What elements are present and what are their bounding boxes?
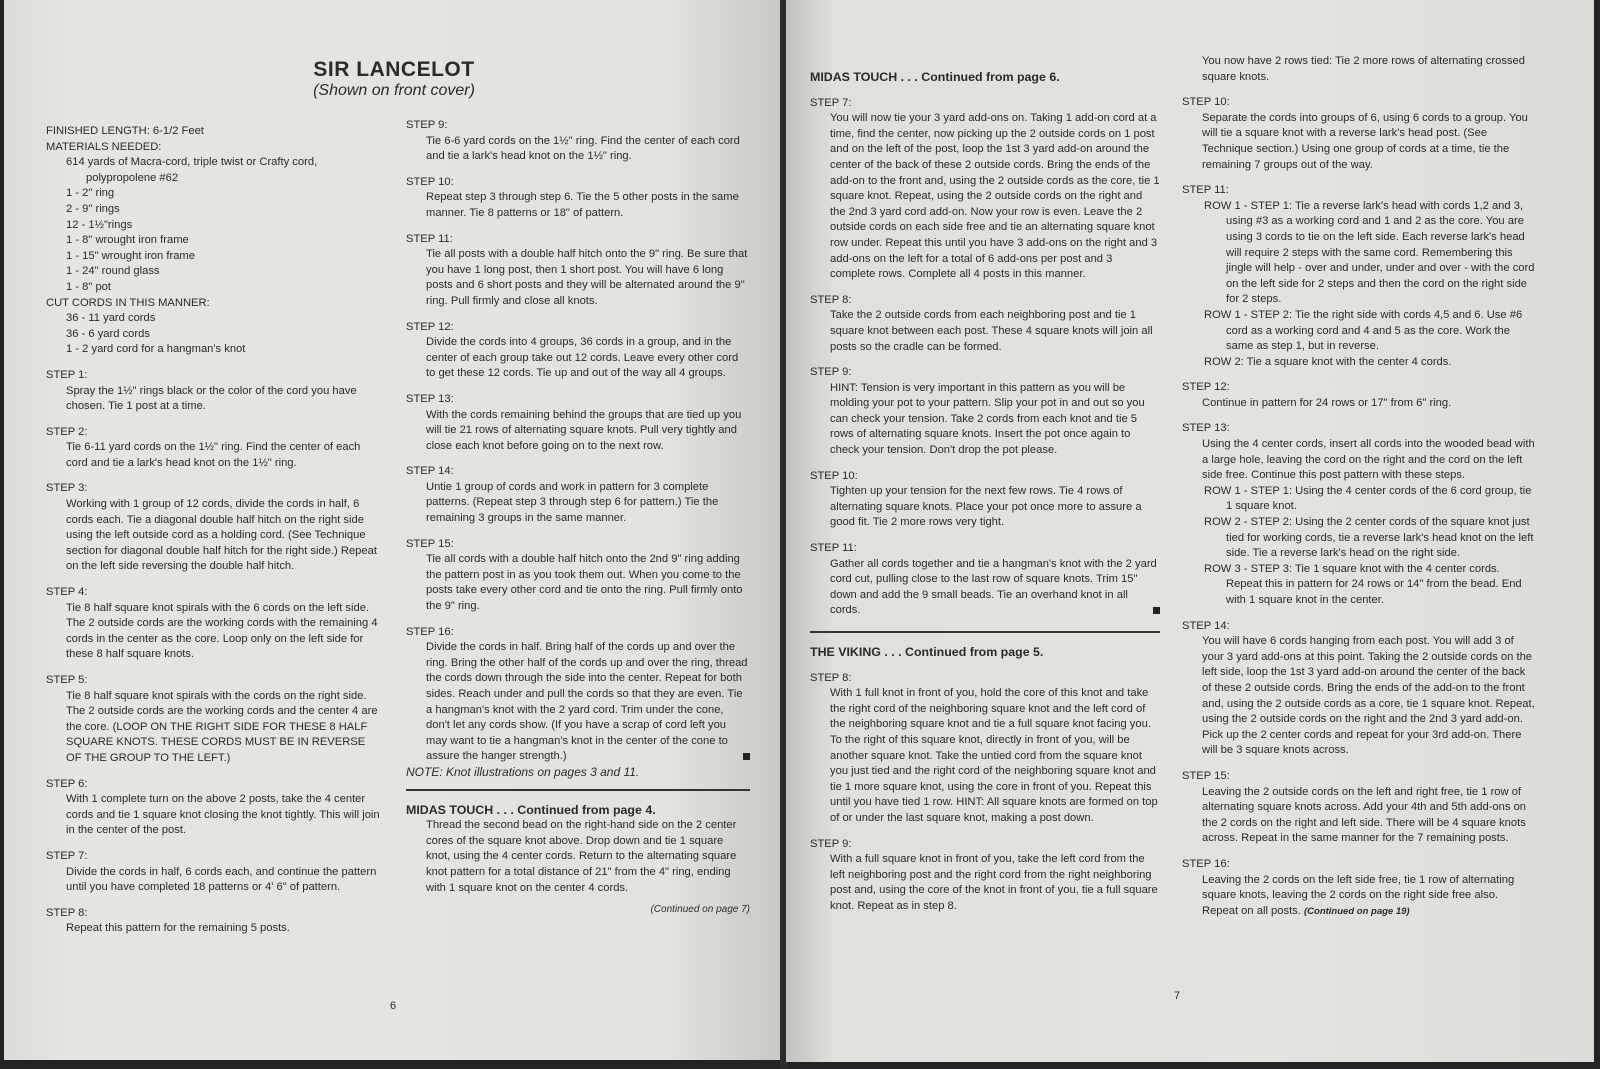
right-page-column-2 (1182, 54, 1536, 919)
step-block (810, 671, 1160, 827)
page-number: 6 (390, 1000, 397, 1012)
material-item: 1 - 24" round glass (66, 265, 160, 278)
step-text: Tie 8 half square knot spirals with the 6 cords on the left side. The 2 outside cords are the working cords with the remaining 4 cords in the center as the core. Loop only on the left side for these 8 half square knots. (66, 601, 378, 661)
finished-length: FINISHED LENGTH: 6-1/2 Feet (46, 125, 204, 137)
step-block (1182, 95, 1536, 173)
step-label: STEP 8: (810, 293, 852, 306)
step-text: With the cords remaining behind the groups that are tied up you will tie 21 rows of alternating square knots. Pull very tightly and close each knot before going on to the next row. (426, 408, 742, 452)
end-mark-icon (1153, 607, 1160, 614)
step-block (46, 849, 382, 896)
step-block (406, 464, 750, 526)
step-text: Tie all cords with a double half hitch onto the 2nd 9" ring adding the pattern post in as you took them out. When you come to the posts take every other cord and tie onto the ring. Pull firmly onto the 9" ring. (426, 553, 743, 613)
step-block (406, 625, 750, 765)
step-label: STEP 8: (46, 906, 88, 919)
step-block (46, 368, 382, 415)
step-text: Divide the cords in half, 6 cords each, and continue the pattern until you have completed 18 patterns or 4' 6" of pattern. (66, 865, 377, 894)
midas-touch-heading: MIDAS TOUCH . . . Continued from page 4. (406, 802, 656, 817)
step-label: STEP 5: (46, 674, 88, 686)
step-block (406, 320, 750, 382)
step-text: Working with 1 group of 12 cords, divide the cords in half, 6 cords each. Tie a diagonal double half hitch on the right side using the left outside cord as a holding cord. (See Technique section for diagonal double half hitch for the right side.) Repeat on the left side reversing the double half hitch. (66, 498, 377, 573)
cut-cords-heading: CUT CORDS IN THIS MANNER: (46, 296, 210, 309)
section-divider (810, 631, 1160, 633)
step-label: STEP 10: (1182, 96, 1230, 109)
step-text: Divide the cords in half. Bring half of the cords up and over the ring. Bring the other half of the cords up and over the ring, thread the cords down through the side into the center. Repeat for both sides. Reach under and pull the cords so that they are even. Tie a hangman's knot with the 2 yard cord. Trim under the cone, don't let any cords show. (If you have a scrap of cord left you may want to tie a hangman's knot in the center of the cone to assure the hanger strength.) (406, 640, 750, 765)
step-text: With 1 full knot in front of you, hold the core of this knot and take the right cord of the neighboring square knot and the left cord of the neighboring square knot and tie a full square knot facing you. To the right of this square knot, directly in front of you, will be another square knot. Take the untied cord from the square knot you just tied and the right cord of the neighboring square knot and tie 1 more square knot, using the core in front of you. Repeat this until you have tied 1 row. HINT: All square knots are formed on top of or under the last square knot, making a post down. (830, 687, 1158, 824)
step-label: STEP 13: (406, 392, 454, 405)
step-text: With 1 complete turn on the above 2 posts, take the 4 center cords and tie 1 square knot closing the knot tightly. This will join in the center of the post. (66, 793, 380, 837)
step-block (1182, 619, 1536, 759)
step-label: STEP 14: (406, 465, 454, 478)
right-page (786, 0, 1594, 1062)
step-label: STEP 11: (406, 232, 453, 245)
step-block (1182, 421, 1536, 608)
step-text: Take the 2 outside cords from each neighboring post and tie 1 square knot between each post. These 4 square knots will join all posts so the cradle can be formed. (830, 309, 1153, 353)
materials-list (46, 155, 382, 295)
right-page-column-1 (810, 70, 1160, 915)
step-text: Tie all posts with a double half hitch onto the 9" ring. Be sure that you have 1 long post, then 1 short post. You will have 6 long posts and 6 short posts and they will be alternated around the 9" ring. Pull firmly and close all knots. (426, 248, 748, 307)
midas-touch-text: Thread the second bead on the right-hand side on the 2 center cores of the square knot above. Drop down and tie 1 square knot, using the 4 center cords. Return to the alternating square knot pattern for a total distance of 21" from the 4" ring, ending with 1 square knot on the center 4 cords. (426, 819, 737, 894)
step-block (46, 906, 382, 937)
step-block (46, 481, 382, 575)
step-text: Leaving the 2 outside cords on the left and right free, tie 1 row of alternating square knots across. Add your 4th and 5th add-ons on the 2 cords on the right and left side. There will be 4 square knots across. Repeat in the same manner for the 7 remaining posts. (1202, 785, 1527, 845)
step-text: Gather all cords together and tie a hangman's knot with the 2 yard cord cut, pulling close to the last row of square knots. Trim 15" down and add the 9 small beads. Tie an overhand knot in all cords. (810, 557, 1160, 619)
step-block (406, 537, 750, 615)
step-label: STEP 11: (810, 542, 857, 555)
step-block (406, 392, 750, 454)
intro-text: You now have 2 rows tied: Tie 2 more rows of alternating crossed square knots. (1202, 55, 1525, 83)
step-text: Tighten up your tension for the next few rows. Tie 4 rows of alternating square knots. Place your pot once more to assure a good fit. Tie 2 more rows very tight. (830, 485, 1142, 529)
step-block (46, 585, 382, 663)
step-text: You will have 6 cords hanging from each post. You will add 3 of your 3 yard add-ons at this point. Taking the 2 outside cords on the left side, loop the 1st 3 yard add-on around the center of the back of these 2 outside cords. Bring the ends of the add-on to the front and, using the 2 outside cords as a core, tie 1 square knot. Repeat, using the 2 outside cords on the right and the 2nd 3 yard add-on. Pick up the 2 center cords and repeat for your 3rd add-on. There will be 3 square knots across. (1202, 635, 1535, 757)
step-text: Continue in pattern for 24 rows or 17" from 6" ring. (1202, 396, 1452, 409)
step-block (406, 175, 750, 222)
step-label: STEP 13: (1182, 422, 1230, 435)
material-item: 1 - 8" wrought iron frame (66, 234, 189, 247)
step-label: STEP 4: (46, 586, 88, 599)
step-block (406, 232, 750, 310)
continued-note: (Continued on page 19) (1304, 905, 1410, 917)
step-label: STEP 10: (810, 469, 858, 482)
left-page-column-1 (46, 124, 382, 937)
step-label: STEP 10: (406, 175, 454, 188)
step-block (46, 673, 382, 767)
end-mark-icon (743, 753, 750, 760)
cut-cords-list (46, 311, 382, 358)
viking-heading: THE VIKING . . . Continued from page 5. (810, 645, 1044, 659)
step-text: Tie 6-6 yard cords on the 1½" ring. Find the center of each cord and tie a lark's head knot on the 1½" ring. (426, 134, 740, 163)
step-text: HINT: Tension is very important in this pattern as you will be molding your pot to your pattern. Slip your pot in and out so you can check your tension. Take 2 cords from each knot and tie 5 rows of alternating square knots. Insert the pot once again to check your tension. Don't drop the pot please. (830, 381, 1145, 457)
section-divider (406, 789, 750, 791)
step-block (810, 541, 1160, 619)
step-label: STEP 2: (46, 425, 88, 438)
knot-illustration-note: NOTE: Knot illustrations on pages 3 and 11. (406, 764, 640, 779)
left-page (4, 0, 782, 1060)
step-text: With a full square knot in front of you, take the left cord from the left neighboring post and the right cord from the right neighboring post and, using the core of the knot in front of you, tie a full square knot. Repeat as in step 8. (830, 853, 1158, 912)
material-item: 1 - 8" pot (66, 280, 112, 293)
step-text: Tie 6-11 yard cords on the 1½" ring. Find the center of each cord and tie a lark's head knot on the 1½" ring. (66, 441, 361, 469)
material-item: 12 - 1½"rings (66, 218, 133, 231)
step-label: STEP 15: (1182, 769, 1230, 782)
material-item: 1 - 2" ring (66, 187, 115, 200)
step-text: Tie 8 half square knot spirals with the cords on the right side. The 2 outside cords are the working cords and the center 4 are the core. (LOOP ON THE RIGHT SIDE FOR THESE 8 HALF SQUARE KNOTS. THESE CORDS MUST BE IN REVERSE OF THE GROUP TO THE LEFT.) (66, 689, 378, 764)
step-label: STEP 15: (406, 537, 454, 550)
continued-note: (Continued on page 7) (650, 904, 750, 916)
step-label: STEP 6: (46, 777, 88, 790)
step-block (406, 118, 750, 165)
step-label: STEP 7: (810, 96, 852, 109)
material-item: polypropolene #62 (86, 171, 179, 184)
step-label: STEP 1: (46, 368, 88, 381)
step-label: STEP 3: (46, 482, 88, 495)
step-block (810, 469, 1160, 531)
step-text: Using the 4 center cords, insert all cords into the wooded bead with a large hole, leaving the cord on the right and the cord on the left side free. Continue this post pattern with these steps. (1202, 438, 1535, 482)
material-item: 614 yards of Macra-cord, triple twist or Crafty cord, (66, 156, 318, 169)
cut-item: 1 - 2 yard cord for a hangman's knot (66, 343, 246, 356)
step-text: Leaving the 2 cords on the left side free, tie 1 row of alternating square knots, leaving the 2 cords on the right side free also. Repeat on all posts. (Continued on page 19) (1202, 873, 1515, 917)
row-instruction: ROW 3 - STEP 3: Tie 1 square knot with the 4 center cords. Repeat this in pattern for 24 rows or 14" from the bead. End with 1 square knot in the center. (1204, 562, 1522, 606)
step-block (46, 425, 382, 472)
step-label: STEP 9: (810, 837, 852, 850)
step-label: STEP 7: (46, 849, 88, 862)
step-label: STEP 11: (1182, 184, 1229, 197)
step-label: STEP 14: (1182, 619, 1230, 632)
step-block (810, 96, 1160, 283)
cut-item: 36 - 6 yard cords (66, 327, 150, 340)
left-page-column-2 (406, 118, 750, 918)
materials-heading: MATERIALS NEEDED: (46, 140, 162, 153)
page-title: SIR LANCELOT (313, 58, 475, 81)
step-label: STEP 9: (406, 119, 448, 131)
material-item: 1 - 15" wrought iron frame (66, 249, 195, 262)
row-instruction: ROW 1 - STEP 2: Tie the right side with cords 4,5 and 6. Use #6 cord as a working cord and 4 and 5 as the core. Work the same as step 1, but in reverse. (1204, 308, 1523, 353)
step-text: You will now tie your 3 yard add-ons on. Taking 1 add-on cord at a time, find the center, now picking up the 2 outside cords on 1 post and on the left of the post, loop the 1st 3 yard add-on around the center of the back of these 2 outside cords. Bring the ends of the add-on to the front and, using the 2 outside cords as the core, tie 1 square knot. Repeat, using the 2 outside cords on the right and the 2nd 3 yard cord add-on. Now your row is even. Leave the 2 outside cords on each side free and tie an alternating square knot row under. Repeat this until you have 3 add-ons on the right and 3 add-ons on the left for a total of 6 add-ons per post and 3 complete rows. Complete all 4 posts in this manner. (830, 112, 1160, 281)
row-instruction: ROW 1 - STEP 1: Tie a reverse lark's head with cords 1,2 and 3, using #3 as a working cord and 1 and 2 as the core. You are using 3 cords to tie on the left side. Each reverse lark's head will require 2 steps with the same cord. Remembering this jingle will help - over and under, under and over - with the cord on the left side for 2 steps and then the cord on the right side for 2 steps. (1204, 199, 1535, 306)
step-label: STEP 12: (1182, 381, 1230, 394)
step-label: STEP 16: (406, 625, 454, 638)
midas-touch-heading: MIDAS TOUCH . . . Continued from page 6. (810, 70, 1060, 84)
page-number: 7 (1174, 990, 1181, 1002)
step-label: STEP 12: (406, 320, 454, 333)
step-block (810, 365, 1160, 459)
step-block (810, 837, 1160, 915)
step-block (1182, 769, 1536, 847)
pattern-title-block (274, 58, 514, 100)
step-label: STEP 9: (810, 366, 852, 379)
row-instruction: ROW 2: Tie a square knot with the center 4 cords. (1204, 355, 1452, 368)
material-item: 2 - 9" rings (66, 202, 120, 215)
step-text: Spray the 1½" rings black or the color of the cord you have chosen. Tie 1 post at a time. (66, 384, 357, 413)
page-subtitle: (Shown on front cover) (313, 82, 475, 99)
row-instruction: ROW 2 - STEP 2: Using the 2 center cords of the square knot just tied for working cords, tie a reverse lark's head knot on the left side. Tie a reverse lark's head on the right side. (1204, 516, 1534, 560)
cut-item: 36 - 11 yard cords (66, 312, 156, 325)
step-text: Separate the cords into groups of 6, using 6 cords to a group. You will tie a square knot with a reverse lark's head post. (See Technique section.) Using one group of cords at a time, tie the remaining 7 groups out of the way. (1202, 111, 1528, 171)
step-text: Untie 1 group of cords and work in pattern for 3 complete patterns. (Repeat step 3 through step 6 for pattern.) Tie the remaining 3 groups in the same manner. (426, 480, 719, 525)
step-block (1182, 183, 1536, 370)
row-instruction: ROW 1 - STEP 1: Using the 4 center cords of the 6 cord group, tie 1 square knot. (1204, 484, 1532, 513)
step-text: Repeat this pattern for the remaining 5 posts. (66, 922, 290, 935)
step-text: Divide the cords into 4 groups, 36 cords in a group, and in the center of each group take out 12 cords. Leave every other cord to get these 12 cords. Tie up and out of the way all 4 groups. (426, 336, 739, 380)
step-block (810, 293, 1160, 355)
step-label: STEP 16: (1182, 857, 1230, 870)
step-label: STEP 8: (810, 671, 852, 684)
step-text: Repeat step 3 through step 6. Tie the 5 other posts in the same manner. Tie 8 patterns or 18" of pattern. (426, 191, 739, 219)
step-block (1182, 857, 1536, 919)
step-block (46, 777, 382, 839)
step-block (1182, 380, 1536, 411)
